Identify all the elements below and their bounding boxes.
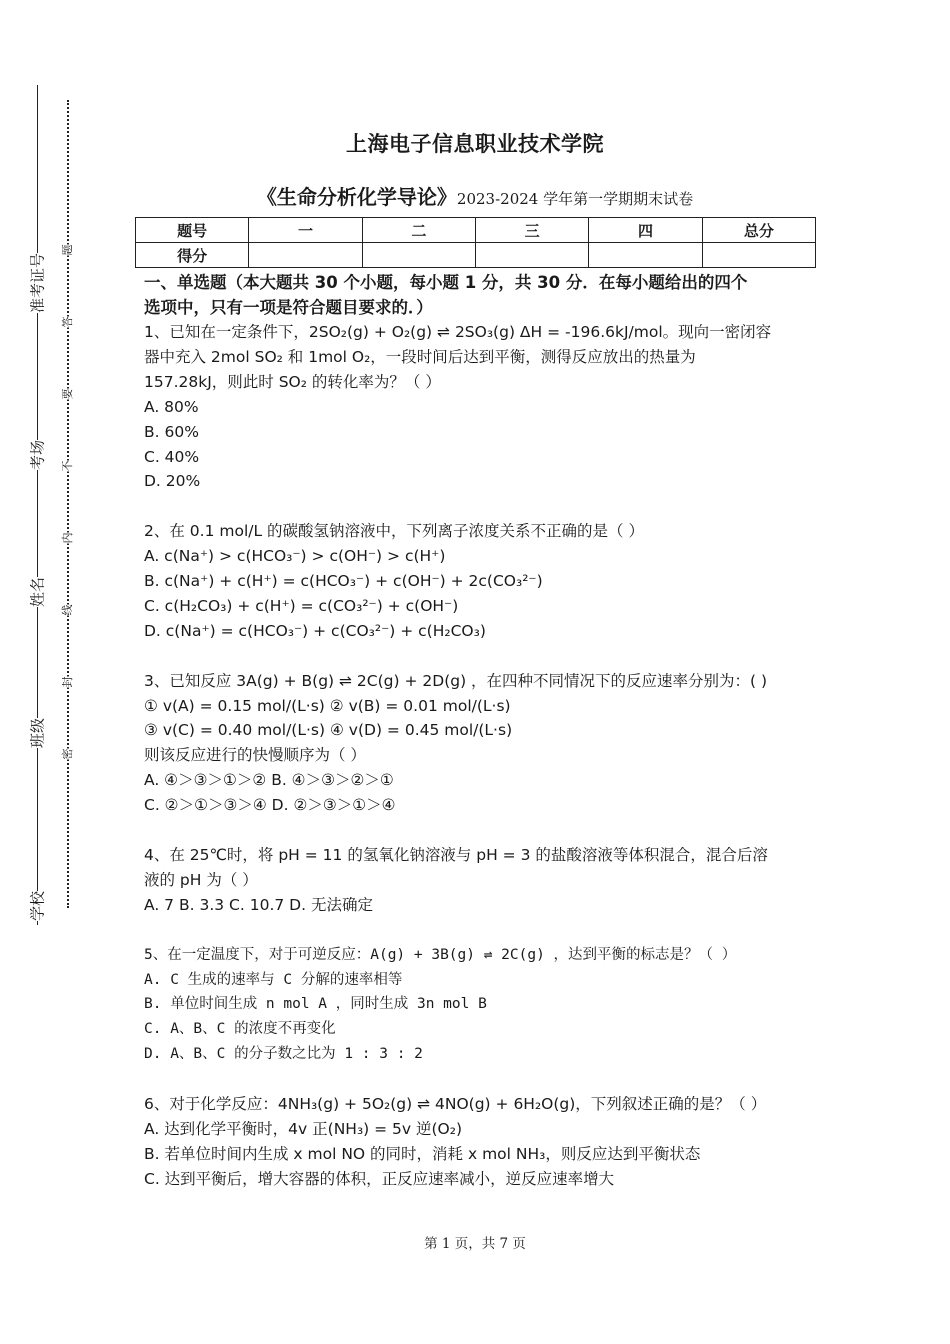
option: A. ④＞③＞①＞② B. ④＞③＞②＞① <box>144 771 394 790</box>
school-title: 上海电子信息职业技术学院 <box>346 132 604 156</box>
question-text: 液的 pH 为（ ） <box>144 870 258 889</box>
question-text: 器中充入 2mol SO₂ 和 1mol O₂，一段时间后达到平衡，测得反应放出的热量为 <box>144 347 696 366</box>
score-cell: 题号 <box>136 218 249 243</box>
option: C. ②＞①＞③＞④ D. ②＞③＞①＞④ <box>144 796 396 815</box>
option: A. 7 B. 3.3 C. 10.7 D. 无法确定 <box>144 895 373 914</box>
option: C. 40% <box>144 447 200 466</box>
question-3 <box>144 669 816 818</box>
option: A. C 生成的速率与 C 分解的速率相等 <box>144 971 403 988</box>
score-table <box>135 217 816 268</box>
binding-line <box>37 85 38 925</box>
question-1 <box>144 320 816 494</box>
option: C. c(H₂CO₃) + c(H⁺) = c(CO₃²⁻) + c(OH⁻) <box>144 596 459 615</box>
question-text: 4、在 25℃时，将 pH = 11 的氢氧化钠溶液与 pH = 3 的盐酸溶液等体积混合，混合后溶 <box>144 845 768 864</box>
option: A. 80% <box>144 397 199 416</box>
term-label: 2023-2024 学年第一学期期末试卷 <box>456 190 694 208</box>
score-input-cell[interactable] <box>702 243 815 268</box>
question-text: 3、已知反应 3A(g) + B(g) ⇌ 2C(g) + 2D(g) ，在四种不同情况下的反应速率分别为：( ) <box>144 671 768 690</box>
option: B. c(Na⁺) + c(H⁺) = c(HCO₃⁻) + c(OH⁻) + 2c(CO₃²⁻) <box>144 572 543 591</box>
seal-dotted-line <box>67 100 69 908</box>
score-table-score-row <box>136 243 816 268</box>
score-input-cell[interactable] <box>475 243 588 268</box>
option: B. 单位时间生成 n mol A ，同时生成 3n mol B <box>144 996 487 1013</box>
question-text: 则该反应进行的快慢顺序为（ ） <box>144 746 366 765</box>
page-footer: 第 1 页，共 7 页 <box>424 1236 526 1252</box>
option: A. 达到化学平衡时，4v 正(NH₃) = 5v 逆(O₂) <box>144 1119 463 1138</box>
section-heading-line: 选项中，只有一项是符合题目要求的．） <box>144 298 433 317</box>
option: B. 若单位时间内生成 x mol NO 的同时，消耗 x mol NH₃，则反应达到平衡状态 <box>144 1144 701 1163</box>
course-title: 《生命分析化学导论》 <box>256 185 457 209</box>
score-cell: 得分 <box>136 243 249 268</box>
question-6 <box>144 1092 816 1192</box>
exam-subtitle <box>0 181 950 210</box>
score-input-cell[interactable] <box>249 243 362 268</box>
question-text: 6、对于化学反应：4NH₃(g) + 5O₂(g) ⇌ 4NO(g) + 6H₂O(g)，下列叙述正确的是？（ ） <box>144 1095 767 1114</box>
section-heading-line: 一、单选题（本大题共 30 个小题，每小题 1 分，共 30 分．在每小题给出的四个 <box>144 273 748 292</box>
score-input-cell[interactable] <box>362 243 475 268</box>
option: D. c(Na⁺) = c(HCO₃⁻) + c(CO₃²⁻) + c(H₂CO₃) <box>144 621 486 640</box>
option: C. 达到平衡后，增大容器的体积，正反应速率减小，逆反应速率增大 <box>144 1169 615 1188</box>
question-text: 2、在 0.1 mol/L 的碳酸氢钠溶液中，下列离子浓度关系不正确的是（ ） <box>144 522 644 541</box>
score-cell: 三 <box>475 218 588 243</box>
question-4 <box>144 843 816 918</box>
score-table-header-row <box>136 218 816 243</box>
option: C. A、B、C 的浓度不再变化 <box>144 1021 336 1038</box>
option: D. 20% <box>144 472 201 491</box>
question-text: 157.28kJ，则此时 SO₂ 的转化率为？（ ） <box>144 372 441 391</box>
option: B. 60% <box>144 422 199 441</box>
question-text: ③ v(C) = 0.40 mol/(L·s) ④ v(D) = 0.45 mol/(L·s) <box>144 721 513 740</box>
score-cell: 四 <box>589 218 702 243</box>
score-cell: 总分 <box>702 218 815 243</box>
question-text: 1、已知在一定条件下，2SO₂(g) + O₂(g) ⇌ 2SO₃(g) ΔH = -196.6kJ/mol。现向一密闭容 <box>144 323 772 341</box>
score-cell: 二 <box>362 218 475 243</box>
exam-content <box>144 270 816 1217</box>
question-5 <box>144 943 816 1068</box>
question-text: 5、在一定温度下，对于可逆反应：A(g) + 3B(g) ⇌ 2C(g) ，达到平衡的标志是？（ ） <box>144 946 737 963</box>
question-text: ① v(A) = 0.15 mol/(L·s) ② v(B) = 0.01 mol/(L·s) <box>144 696 511 715</box>
section-heading <box>144 270 816 320</box>
score-cell: 一 <box>249 218 362 243</box>
question-2 <box>144 519 816 644</box>
option: A. c(Na⁺) > c(HCO₃⁻) > c(OH⁻) > c(H⁺) <box>144 547 446 566</box>
score-input-cell[interactable] <box>589 243 702 268</box>
option: D. A、B、C 的分子数之比为 1 : 3 : 2 <box>144 1046 423 1063</box>
